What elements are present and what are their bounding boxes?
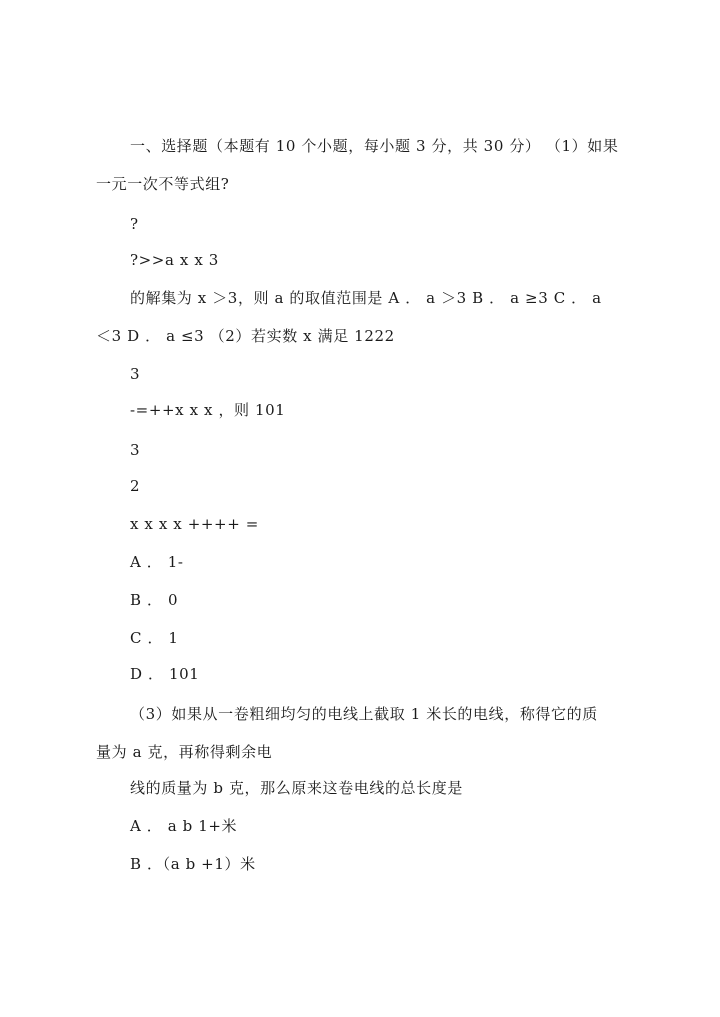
text-line-10: 2 (130, 477, 141, 495)
text-line-9: 3 (130, 441, 141, 459)
text-line-3: ? (130, 215, 139, 233)
text-line-18: 线的质量为 b 克，那么原来这卷电线的总长度是 (130, 779, 463, 797)
text-line-11: x x x x ++++ = (130, 515, 259, 533)
text-line-5: 的解集为 x ＞3，则 a 的取值范围是 A ． a ＞3 B ． a ≥3 C ． a (130, 289, 602, 307)
text-line-4: ?>>a x x 3 (130, 251, 219, 269)
text-line-20: B ．（a b +1）米 (130, 855, 256, 873)
text-line-1: 一、选择题（本题有 10 个小题，每小题 3 分，共 30 分） （1）如果 (130, 137, 619, 155)
text-line-14: C ． 1 (130, 629, 179, 647)
text-line-7: 3 (130, 365, 141, 383)
text-line-16: （3）如果从一卷粗细均匀的电线上截取 1 米长的电线，称得它的质 (130, 705, 598, 723)
text-line-19: A ． a b 1+米 (130, 817, 238, 835)
text-line-2: 一元一次不等式组? (96, 175, 230, 193)
text-line-8: -=++x x x ，则 101 (130, 401, 286, 419)
text-line-17: 量为 a 克，再称得剩余电 (96, 743, 273, 761)
text-line-13: B ． 0 (130, 591, 179, 609)
text-line-12: A ． 1- (130, 553, 184, 571)
text-line-6: ＜3 D ． a ≤3 （2）若实数 x 满足 1222 (96, 327, 395, 345)
text-line-15: D ． 101 (130, 665, 200, 683)
